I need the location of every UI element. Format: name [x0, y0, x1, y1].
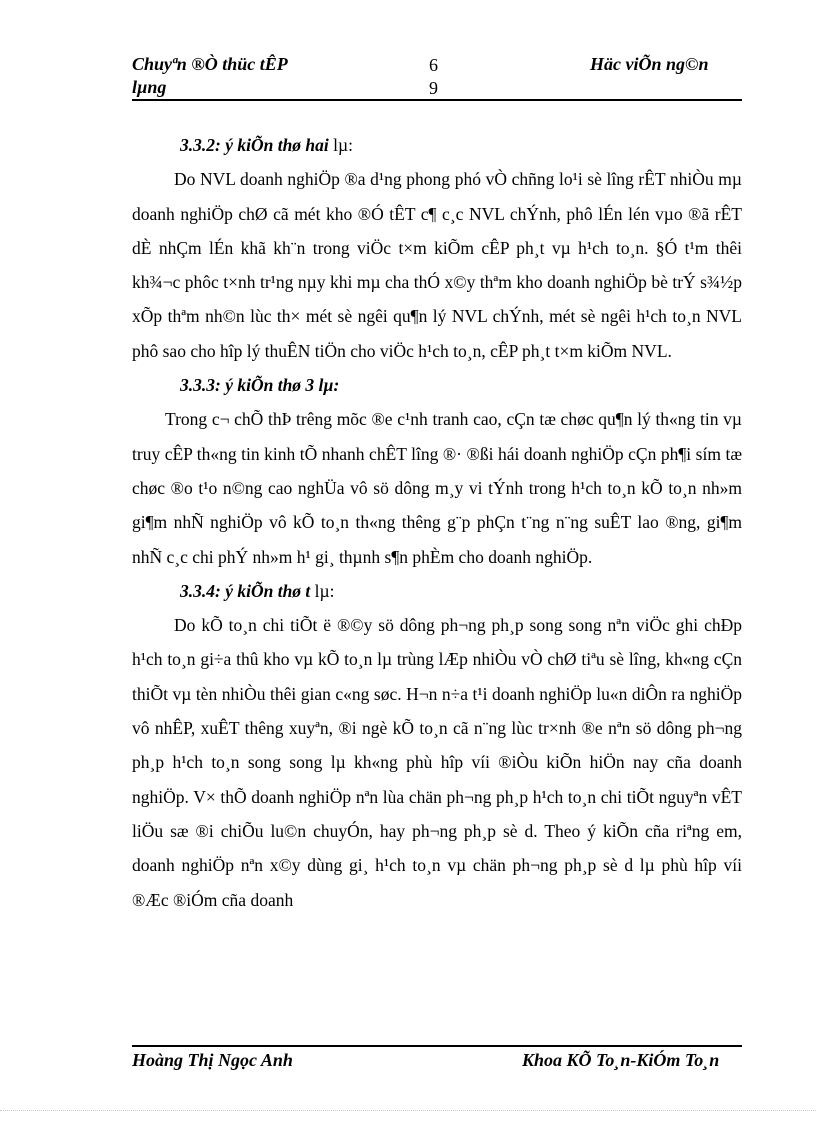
header-title-line2: lµng [132, 77, 167, 97]
header-institution: Häc viÕn ng©n [590, 54, 709, 74]
footer-divider [132, 1045, 742, 1047]
section-heading-1: 3.3.2: ý kiÕn thø hai lµ: [180, 135, 353, 155]
section-paragraph-1: Do NVL doanh nghiÖp ®a d¹ng phong phó vÒ chñng lo¹i sè lîng rÊT nhiÒu mµ doanh nghiÖp chØ cã mét kho ®Ó tÊT c¶ c¸c NVL chÝnh, phô lÉn lén vµo ®ã rÊT dÈ nhÇm lÉn khã kh¨n trong viÖc t×m kiÕm cÊP ph¸t vµ h¹ch to¸n. §Ó t¹m thêi kh¾¬c phôc t×nh tr¹ng nµy khi mµ cha thÓ x©y thªm kho doanh nghiÖp bè trÝ s¾½p xÕp thªm nh©n lùc th× mét sè ngêi qu¶n lý NVL chÝnh, mét sè ngêi h¹ch to¸n NVL phô sao cho hîp lý thuÊN tiÖn cho viÖc h¹ch to¸n, cÊP ph¸t t×m kiÕm NVL. [132, 169, 742, 361]
body-content [132, 128, 742, 917]
page-bottom-edge [0, 1110, 816, 1111]
section-paragraph-2: Trong c¬ chÕ thÞ trêng mõc ®e c¹nh tranh cao, cÇn tæ chøc qu¶n lý th«ng tin vµ truy cÊP th«ng tin kinh tÕ nhanh chÊT lîng ®· ®ßi hái doanh nghiÖp cÇn ph¶i sím tæ chøc ®o t¹o n©ng cao nghÜa vô sö dông m¸y vi tÝnh trong h¹ch to¸n kÕ to¸n nh»m gi¶m nhÑ nghiÖp vô kÕ to¸n th«ng thêng g¨p phÇn t¨ng n¨ng suÊT lao ®ng, gi¶m nhÑ c¸c chi phÝ nh»m h¹ gi¸ thµnh s¶n phÈm cho doanh nghiÖp. [132, 409, 742, 567]
header-title-line1: Chuyªn ®Ò thüc tÊP [132, 54, 288, 74]
footer-author: Hoàng Thị Ngọc Anh [132, 1050, 293, 1070]
header-page-number-line1: 6 [429, 55, 438, 75]
header-page-number-line2: 9 [429, 78, 438, 98]
section-heading-3: 3.3.4: ý kiÕn thø t lµ: [180, 580, 335, 601]
footer-department: Khoa KÕ To¸n-KiÓm To¸n [522, 1050, 720, 1070]
section-heading-2: 3.3.3: ý kiÕn thø 3 lµ: [180, 375, 340, 396]
section-paragraph-3: Do kÕ to¸n chi tiÕt ë ®©y sö dông ph¬ng ph¸p song song nªn viÖc ghi chÐp h¹ch to¸n gi÷a thû kho vµ kÕ to¸n lµ trùng lÆp nhiÒu vÒ chØ tiªu sè lîng, kh«ng cÇn thiÕt vµ tèn nhiÒu thêi gian c«ng søc. H¬n n÷a t¹i doanh nghiÖp lu«n diÔn ra nghiÖp vô nhÊP, xuÊT thêng xuyªn, ®i ngè kÕ to¸n cã n¨ng lùc tr×nh ®e nªn sö dông ph¬ng ph¸p h¹ch to¸n song song lµ kh«ng phù hîp víi ®iÒu kiÕn hiÖn nay cña doanh nghiÖp. V× thÕ doanh nghiÖp nªn lùa chän ph¬ng ph¸p h¹ch to¸n chi tiÕt nguyªn vÊT liÖu sæ ®i chiÕu lu©n chuyÓn, hay ph¬ng ph¸p sè d. Theo ý kiÕn cña riªng em, doanh nghiÖp nªn x©y dùng gi¸ h¹ch to¸n vµ chän ph¬ng ph¸p sè d lµ phù hîp víi ®Æc ®iÓm cña doanh [132, 615, 742, 910]
header-divider [132, 99, 742, 101]
